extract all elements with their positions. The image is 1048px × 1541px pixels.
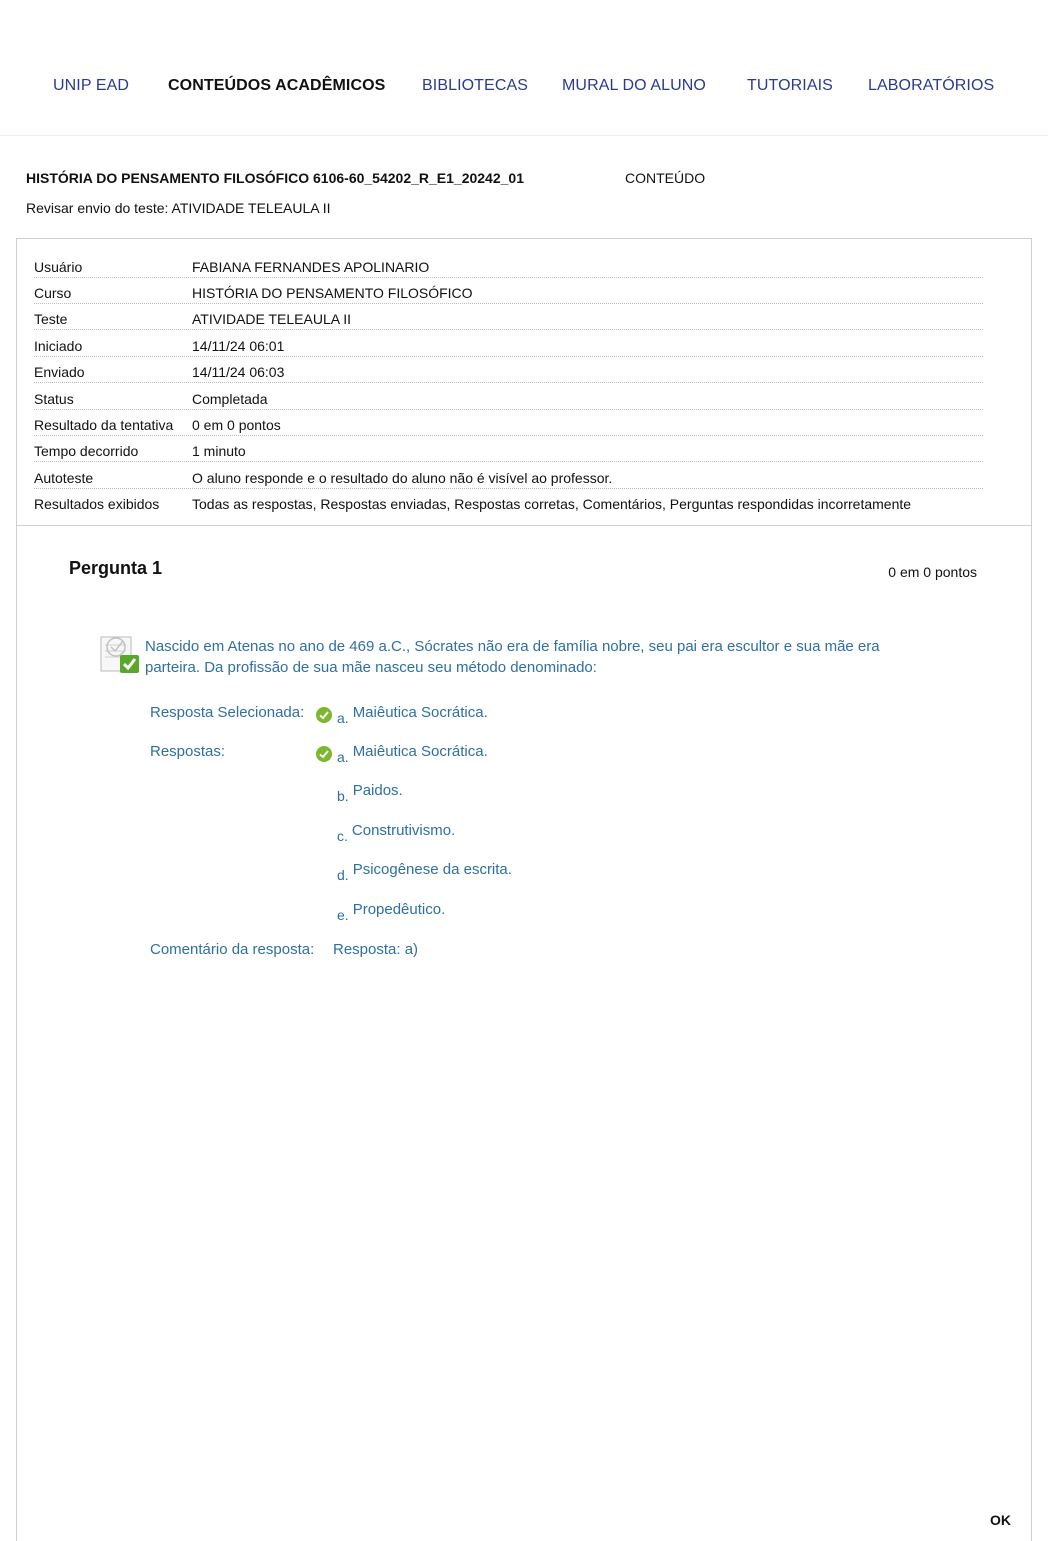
answer-text: Maiêutica Socrática.: [352, 743, 488, 760]
info-value: FABIANA FERNANDES APOLINARIO: [192, 259, 430, 275]
info-row-autoteste: [34, 462, 983, 489]
info-label: Resultados exibidos: [34, 496, 160, 512]
answer-text: Construtivismo.: [351, 822, 456, 839]
info-label: Iniciado: [34, 338, 83, 354]
comment-value: Resposta: a): [333, 941, 419, 958]
ok-button[interactable]: OK: [990, 1512, 1011, 1528]
info-row-iniciado: [34, 330, 983, 357]
answer-letter: a.: [337, 710, 349, 726]
info-label: Resultado da tentativa: [34, 417, 174, 433]
info-value: O aluno responde e o resultado do aluno não é visível ao professor.: [192, 470, 613, 486]
info-value: ATIVIDADE TELEAULA II: [192, 311, 351, 327]
answer-option-e: [316, 901, 445, 923]
info-value: HISTÓRIA DO PENSAMENTO FILOSÓFICO: [192, 285, 473, 301]
info-value: 14/11/24 06:03: [192, 364, 285, 380]
info-row-usuario: [34, 251, 983, 278]
info-value: Todas as respostas, Respostas enviadas, Respostas corretas, Comentários, Perguntas respondidas incorretamente: [192, 496, 912, 512]
answer-option-b: [316, 782, 403, 804]
top-navigation: [0, 0, 1048, 136]
correct-check-icon: [316, 707, 332, 723]
question-text: Nascido em Atenas no ano de 469 a.C., Sócrates não era de família nobre, seu pai era escultor e sua mãe era parteira. Da profissão de sua mãe nasceu seu método denominado:: [145, 638, 880, 676]
info-row-status: [34, 383, 983, 410]
answer-text: Paidos.: [352, 782, 403, 799]
info-value: Completada: [192, 391, 268, 407]
breadcrumb: Revisar envio do teste: ATIVIDADE TELEAULA II: [26, 200, 331, 216]
nav-conteudos-academicos[interactable]: CONTEÚDOS ACADÊMICOS: [168, 77, 386, 94]
answer-text: Propedêutico.: [352, 901, 446, 918]
answers-label: Respostas:: [150, 743, 226, 760]
info-row-curso: [34, 277, 983, 304]
answer-letter: a.: [337, 749, 349, 765]
selected-answer: [316, 704, 488, 726]
question-points: 0 em 0 pontos: [888, 564, 977, 580]
info-value: 0 em 0 pontos: [192, 417, 281, 433]
answer-letter: b.: [337, 788, 349, 804]
answer-letter: c.: [337, 828, 348, 844]
selected-answer-label: Resposta Selecionada:: [150, 704, 305, 721]
course-title[interactable]: HISTÓRIA DO PENSAMENTO FILOSÓFICO 6106-60_54202_R_E1_20242_01: [26, 170, 524, 186]
question-panel: [16, 526, 1032, 1541]
answer-text: Maiêutica Socrática.: [352, 704, 488, 721]
nav-mural-do-aluno[interactable]: MURAL DO ALUNO: [562, 77, 706, 94]
correct-check-icon: [316, 746, 332, 762]
answer-option-c: [316, 822, 455, 844]
nav-unip-ead[interactable]: UNIP EAD: [53, 77, 130, 94]
info-label: Status: [34, 391, 74, 407]
info-row-tempo: [34, 435, 983, 462]
info-row-enviado: [34, 356, 983, 383]
info-value: 14/11/24 06:01: [192, 338, 285, 354]
info-label: Tempo decorrido: [34, 443, 139, 459]
answer-text: Psicogênese da escrita.: [352, 861, 512, 878]
info-row-resultados-exibidos: [34, 488, 983, 514]
nav-bibliotecas[interactable]: BIBLIOTECAS: [422, 77, 529, 94]
answer-letter: e.: [337, 907, 349, 923]
answer-option-a: [316, 743, 488, 765]
correct-question-icon: [100, 633, 140, 675]
answer-option-d: [316, 861, 512, 883]
info-label: Usuário: [34, 259, 83, 275]
answer-letter: d.: [337, 867, 349, 883]
info-row-teste: [34, 303, 983, 330]
nav-tutoriais[interactable]: TUTORIAIS: [747, 77, 833, 94]
content-link[interactable]: CONTEÚDO: [625, 170, 706, 186]
info-label: Curso: [34, 285, 72, 301]
info-label: Enviado: [34, 364, 85, 380]
info-label: Autoteste: [34, 470, 94, 486]
question-title: Pergunta 1: [69, 558, 163, 578]
info-label: Teste: [34, 311, 68, 327]
info-row-resultado: [34, 409, 983, 436]
info-value: 1 minuto: [192, 443, 246, 459]
attempt-info-panel: [16, 238, 1032, 526]
nav-laboratorios[interactable]: LABORATÓRIOS: [868, 77, 995, 94]
comment-label: Comentário da resposta:: [150, 941, 315, 958]
